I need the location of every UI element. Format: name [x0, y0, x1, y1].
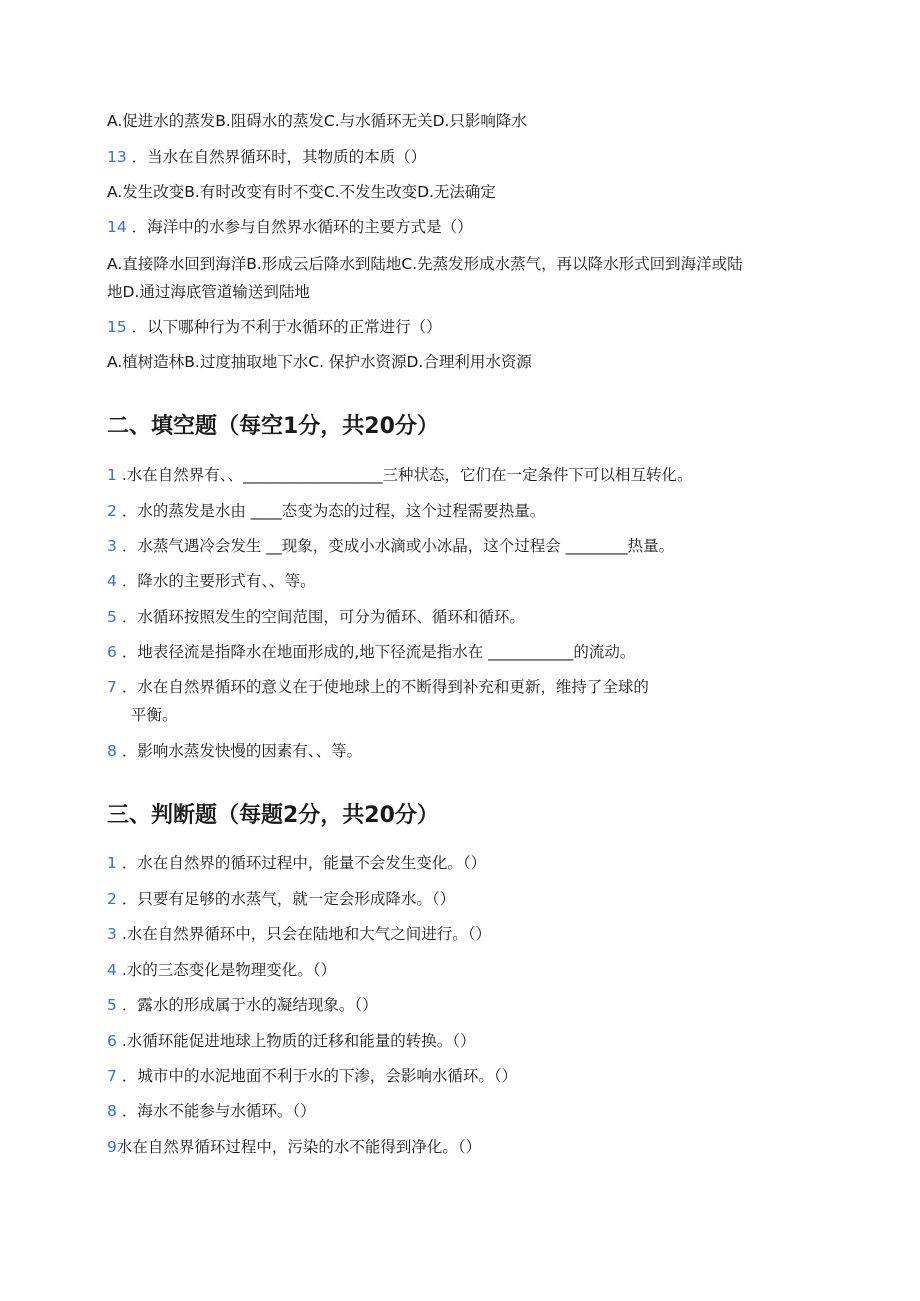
q14-options-line-2: 地D.通过海底管道输送到陆地 — [107, 283, 310, 301]
section-3-title: 三、判断题（每题2分，共20分） — [107, 803, 439, 828]
fill-item-8 — [107, 740, 860, 762]
item-number: 4 — [107, 572, 117, 590]
question-text: ．海洋中的水参与自然界水循环的主要方式是（） — [131, 218, 473, 236]
item-number: 1 — [107, 854, 117, 872]
item-text: ．降水的主要形式有、、等。 — [121, 572, 316, 590]
item-number: 8 — [107, 742, 117, 760]
judge-item-4 — [107, 959, 860, 981]
question-text: ．当水在自然界循环时，其物质的本质（） — [131, 148, 427, 166]
fill-item-5 — [107, 606, 860, 628]
section-2-title: 二、填空题（每空1分，共20分） — [107, 414, 439, 439]
item-text: ．城市中的水泥地面不利于水的下渗，会影响水循环。（） — [121, 1067, 518, 1085]
item-number: 3 — [107, 537, 117, 555]
question-number: 13 — [107, 148, 127, 166]
question-number: 15 — [107, 318, 127, 336]
fill-item-7-continuation: 平衡。 — [131, 706, 178, 724]
item-number: 6 — [107, 1032, 117, 1050]
item-number: 7 — [107, 678, 117, 696]
item-text: ．水循环按照发生的空间范围，可分为循环、循环和循环。 — [121, 608, 525, 626]
item-text: ．海水不能参与水循环。（） — [121, 1102, 316, 1120]
judge-item-3 — [107, 923, 860, 945]
question-14 — [107, 216, 860, 238]
item-text: ．水蒸气遇冷会发生 __现象，变成小水滴或小冰晶，这个过程会 ________热量。 — [121, 537, 675, 555]
item-number: 5 — [107, 608, 117, 626]
judge-item-8 — [107, 1100, 860, 1122]
item-number: 8 — [107, 1102, 117, 1120]
q14-options-line-1: A.直接降水回到海洋B.形成云后降水到陆地C.先蒸发形成水蒸气，再以降水形式回到海洋或陆 — [107, 255, 743, 273]
item-number: 1 — [107, 466, 117, 484]
item-text: ．露水的形成属于水的凝结现象。（） — [121, 996, 378, 1014]
item-number: 6 — [107, 643, 117, 661]
question-text: ．以下哪种行为不利于水循环的正常进行（） — [131, 318, 442, 336]
item-number: 2 — [107, 502, 117, 520]
item-text: .水在自然界有、、__________________三种状态，它们在一定条件下可以相互转化。 — [121, 466, 693, 484]
q12-options: A.促进水的蒸发B.阻碍水的蒸发C.与水循环无关D.只影响降水 — [107, 112, 527, 130]
judge-item-5 — [107, 994, 860, 1016]
item-text: ．影响水蒸发快慢的因素有、、等。 — [121, 742, 363, 760]
item-number: 7 — [107, 1067, 117, 1085]
judge-item-2 — [107, 888, 860, 910]
judge-item-9 — [107, 1136, 860, 1158]
fill-item-2 — [107, 500, 860, 522]
item-text: ．水的蒸发是水由 ____态变为态的过程，这个过程需要热量。 — [121, 502, 546, 520]
fill-item-4 — [107, 570, 860, 592]
item-text: .水循环能促进地球上物质的迁移和能量的转换。（） — [121, 1032, 476, 1050]
item-text: .水在自然界循环中，只会在陆地和大气之间进行。（） — [121, 925, 491, 943]
item-number: 3 — [107, 925, 117, 943]
fill-item-3 — [107, 535, 860, 557]
item-text: ．水在自然界的循环过程中，能量不会发生变化。（） — [121, 854, 487, 872]
item-text: ．地表径流是指降水在地面形成的,地下径流是指水在 ___________的流动。 — [121, 643, 636, 661]
item-number: 9 — [107, 1138, 117, 1156]
fill-item-1 — [107, 464, 860, 486]
q13-options: A.发生改变B.有时改变有时不变C.不发生改变D.无法确定 — [107, 183, 496, 201]
question-number: 14 — [107, 218, 127, 236]
q15-options: A.植树造林B.过度抽取地下水C. 保护水资源D.合理利用水资源 — [107, 353, 532, 371]
fill-item-6 — [107, 641, 860, 663]
judge-item-7 — [107, 1065, 860, 1087]
item-number: 5 — [107, 996, 117, 1014]
item-text: .水的三态变化是物理变化。（） — [121, 961, 336, 979]
fill-item-7 — [107, 676, 860, 698]
item-text: ．只要有足够的水蒸气，就一定会形成降水。（） — [121, 890, 456, 908]
item-text: ．水在自然界循环的意义在于使地球上的不断得到补充和更新，维持了全球的 — [121, 678, 649, 696]
question-13 — [107, 146, 860, 168]
item-number: 4 — [107, 961, 117, 979]
judge-item-1 — [107, 852, 860, 874]
item-number: 2 — [107, 890, 117, 908]
judge-item-6 — [107, 1030, 860, 1052]
question-15 — [107, 316, 860, 338]
item-text: 水在自然界循环过程中，污染的水不能得到净化。（） — [116, 1138, 482, 1156]
